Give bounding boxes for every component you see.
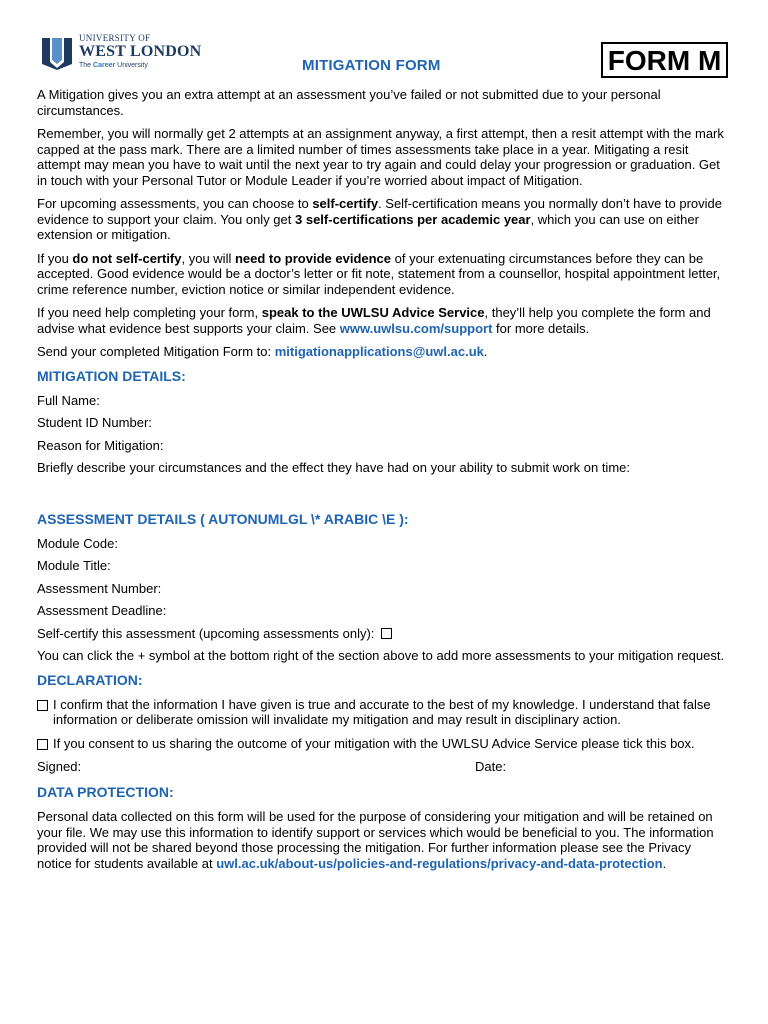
help-paragraph: If you need help completing your form, speak to the UWLSU Advice Service, they’ll help you complete the form and advise what evidence best supports your claim. See www.uwlsu.com/support for more details. xyxy=(37,305,711,336)
form-id: FORM M xyxy=(607,45,722,76)
evidence-paragraph: If you do not self-certify, you will need to provide evidence of your extenuating circumstances before they can be accepted. Good evidence would be a doctor’s letter or fit note, statement from a counsellor, hospital appointment letter, crime reference number, eviction notice or similar independent evidence. xyxy=(37,250,721,297)
assessment-number-field[interactable]: Assessment Number: xyxy=(37,580,162,596)
intro-paragraph: A Mitigation gives you an extra attempt at an assessment you’ve failed or not submitted due to your personal circumstances. xyxy=(37,87,661,118)
logo-tagline: The Career University xyxy=(79,62,148,69)
page-title: MITIGATION FORM xyxy=(302,57,441,74)
logo-line-2: WEST LONDON xyxy=(79,43,202,60)
describe-field[interactable]: Briefly describe your circumstances and the effect they have had on your ability to submit work on time: xyxy=(37,460,630,475)
confirm-checkbox-icon[interactable] xyxy=(37,700,48,711)
signature-row xyxy=(37,759,727,775)
assessment-deadline-field[interactable]: Assessment Deadline: xyxy=(37,603,167,618)
signed-field[interactable]: Signed: xyxy=(37,759,82,774)
consent-declaration: If you consent to us sharing the outcome of your mitigation with the UWLSU Advice Service please tick this box. xyxy=(37,736,727,752)
university-shield-icon xyxy=(40,36,74,70)
email-link[interactable]: mitigationapplications@uwl.ac.uk xyxy=(274,344,484,359)
assessment-details-heading: ASSESSMENT DETAILS ( AUTONUMLGL \* ARABIC \E ): xyxy=(37,510,409,527)
confirm-declaration: I confirm that the information I have given is true and accurate to the best of my knowledge. I understand that false information or deliberate omission will invalidate my mitigation and may result in disciplinary action. xyxy=(37,697,727,728)
module-title-field[interactable]: Module Title: xyxy=(37,558,111,573)
date-field[interactable]: Date: xyxy=(475,759,507,774)
support-link[interactable]: www.uwlsu.com/support xyxy=(339,320,493,336)
add-assessment-note: You can click the + symbol at the bottom right of the section above to add more assessments to your mitigation request. xyxy=(37,648,725,663)
intro-paragraph: Remember, you will normally get 2 attempts at an assignment anyway, a first attempt, then a resit attempt with the mark capped at the pass mark. There are a limited number of times assessments take place in a year. Mitigating a resit attempt may mean you have to wait until the next year to try again and could delay your progression or graduation. Get in touch with your Personal Tutor or Module Leader if you’re worried about impact of Mitigation. xyxy=(37,126,724,188)
university-logo xyxy=(40,34,210,74)
form-content xyxy=(37,87,727,879)
logo-line-1: UNIVERSITY OF xyxy=(79,33,151,43)
data-protection-paragraph: Personal data collected on this form will be used for the purpose of considering your mitigation and will be retained on your file. We may use this information to identify support or services which would be beneficial to you. The information provided will not be shared beyond those processing the mitigation. For further information please see the Privacy notice for students available at uwl.ac.uk/about-us/policies-and-regulations/privacy-and-data-protection. xyxy=(37,809,714,871)
consent-checkbox-icon[interactable] xyxy=(37,739,48,750)
reason-field[interactable]: Reason for Mitigation: xyxy=(37,437,164,453)
declaration-heading: DECLARATION: xyxy=(37,671,143,688)
student-id-field[interactable]: Student ID Number: xyxy=(37,415,152,430)
self-certify-paragraph: For upcoming assessments, you can choose to self-certify. Self-certification means you normally don’t have to provide evidence to support your claim. You only get 3 self-certifications per academic year, which you can use on either extension or mitigation. xyxy=(37,196,723,242)
self-certify-row: Self-certify this assessment (upcoming assessments only): xyxy=(37,626,727,642)
privacy-link[interactable]: uwl.ac.uk/about-us/policies-and-regulations/privacy-and-data-protection xyxy=(216,855,663,871)
module-code-field[interactable]: Module Code: xyxy=(37,535,118,551)
data-protection-heading: DATA PROTECTION: xyxy=(37,784,174,800)
mitigation-details-heading: MITIGATION DETAILS: xyxy=(37,367,186,384)
send-paragraph: Send your completed Mitigation Form to: mitigationapplications@uwl.ac.uk. xyxy=(37,344,488,359)
form-id-box xyxy=(601,42,728,78)
self-certify-checkbox-icon[interactable] xyxy=(381,628,392,639)
full-name-field[interactable]: Full Name: xyxy=(37,392,100,408)
